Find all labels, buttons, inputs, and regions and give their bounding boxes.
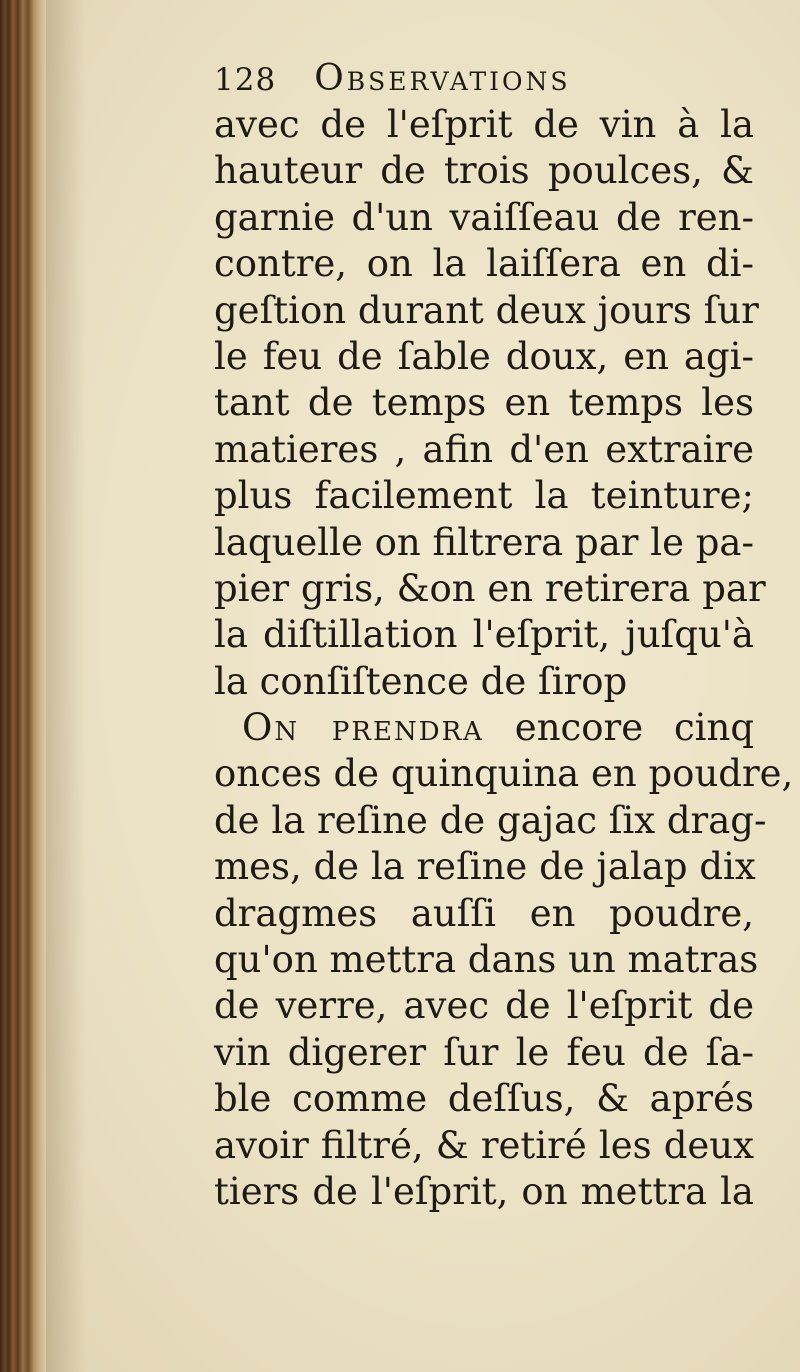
text-line: avoir filtré, & retiré les deux <box>214 1123 754 1167</box>
text-line: qu'on mettra dans un matras <box>214 938 759 982</box>
paragraph-lead-rest: encore cinq <box>514 706 755 750</box>
page-header <box>214 52 774 102</box>
text-line: ble comme deſſus, & aprés <box>214 1077 754 1121</box>
text-line: hauteur de trois poulces, & <box>214 149 754 193</box>
page-number: 128 <box>214 62 277 98</box>
text-line: mes, de la reſine de jalap dix <box>214 845 756 889</box>
text-block <box>214 52 794 1215</box>
paragraph-lead-words: On prendra <box>242 706 484 750</box>
text-line: plus facilement la teinture; <box>214 474 754 518</box>
text-line: geſtion durant deux jours ſur <box>214 288 759 332</box>
text-line: de la reſine de gajac ſix drag- <box>214 798 767 842</box>
paragraph-1 <box>214 102 774 705</box>
paragraph-2-first-line <box>214 705 754 751</box>
text-line: avec de l'eſprit de vin à la <box>214 103 754 146</box>
paragraph-2 <box>214 705 794 1215</box>
gutter-shadow <box>46 0 86 1372</box>
text-line: contre, on la laiſſera en di- <box>214 242 754 286</box>
text-line: vin digerer ſur le feu de ſa- <box>214 1030 754 1074</box>
text-line: dragmes auſſi en poudre, <box>214 891 754 935</box>
book-binding-edge <box>0 0 46 1372</box>
text-line: onces de quinquina en poudre, <box>214 752 794 796</box>
text-line: matieres , afin d'en extraire <box>214 427 754 471</box>
text-line: la diſtillation l'eſprit, juſqu'à <box>214 613 754 657</box>
text-line: de verre, avec de l'eſprit de <box>214 984 754 1028</box>
text-line: laquelle on filtrera par le pa- <box>214 520 754 564</box>
text-line: pier gris, &on en retirera par <box>214 566 766 610</box>
text-line: garnie d'un vaiſſeau de ren- <box>214 195 754 239</box>
running-head: Observations <box>314 58 571 99</box>
text-line: tant de temps en temps les <box>214 381 754 425</box>
text-line: le feu de ſable doux, en agi- <box>214 334 754 378</box>
text-line: la conſiſtence de ſirop <box>214 659 628 703</box>
text-line: tiers de l'eſprit, on mettra la <box>214 1169 754 1213</box>
